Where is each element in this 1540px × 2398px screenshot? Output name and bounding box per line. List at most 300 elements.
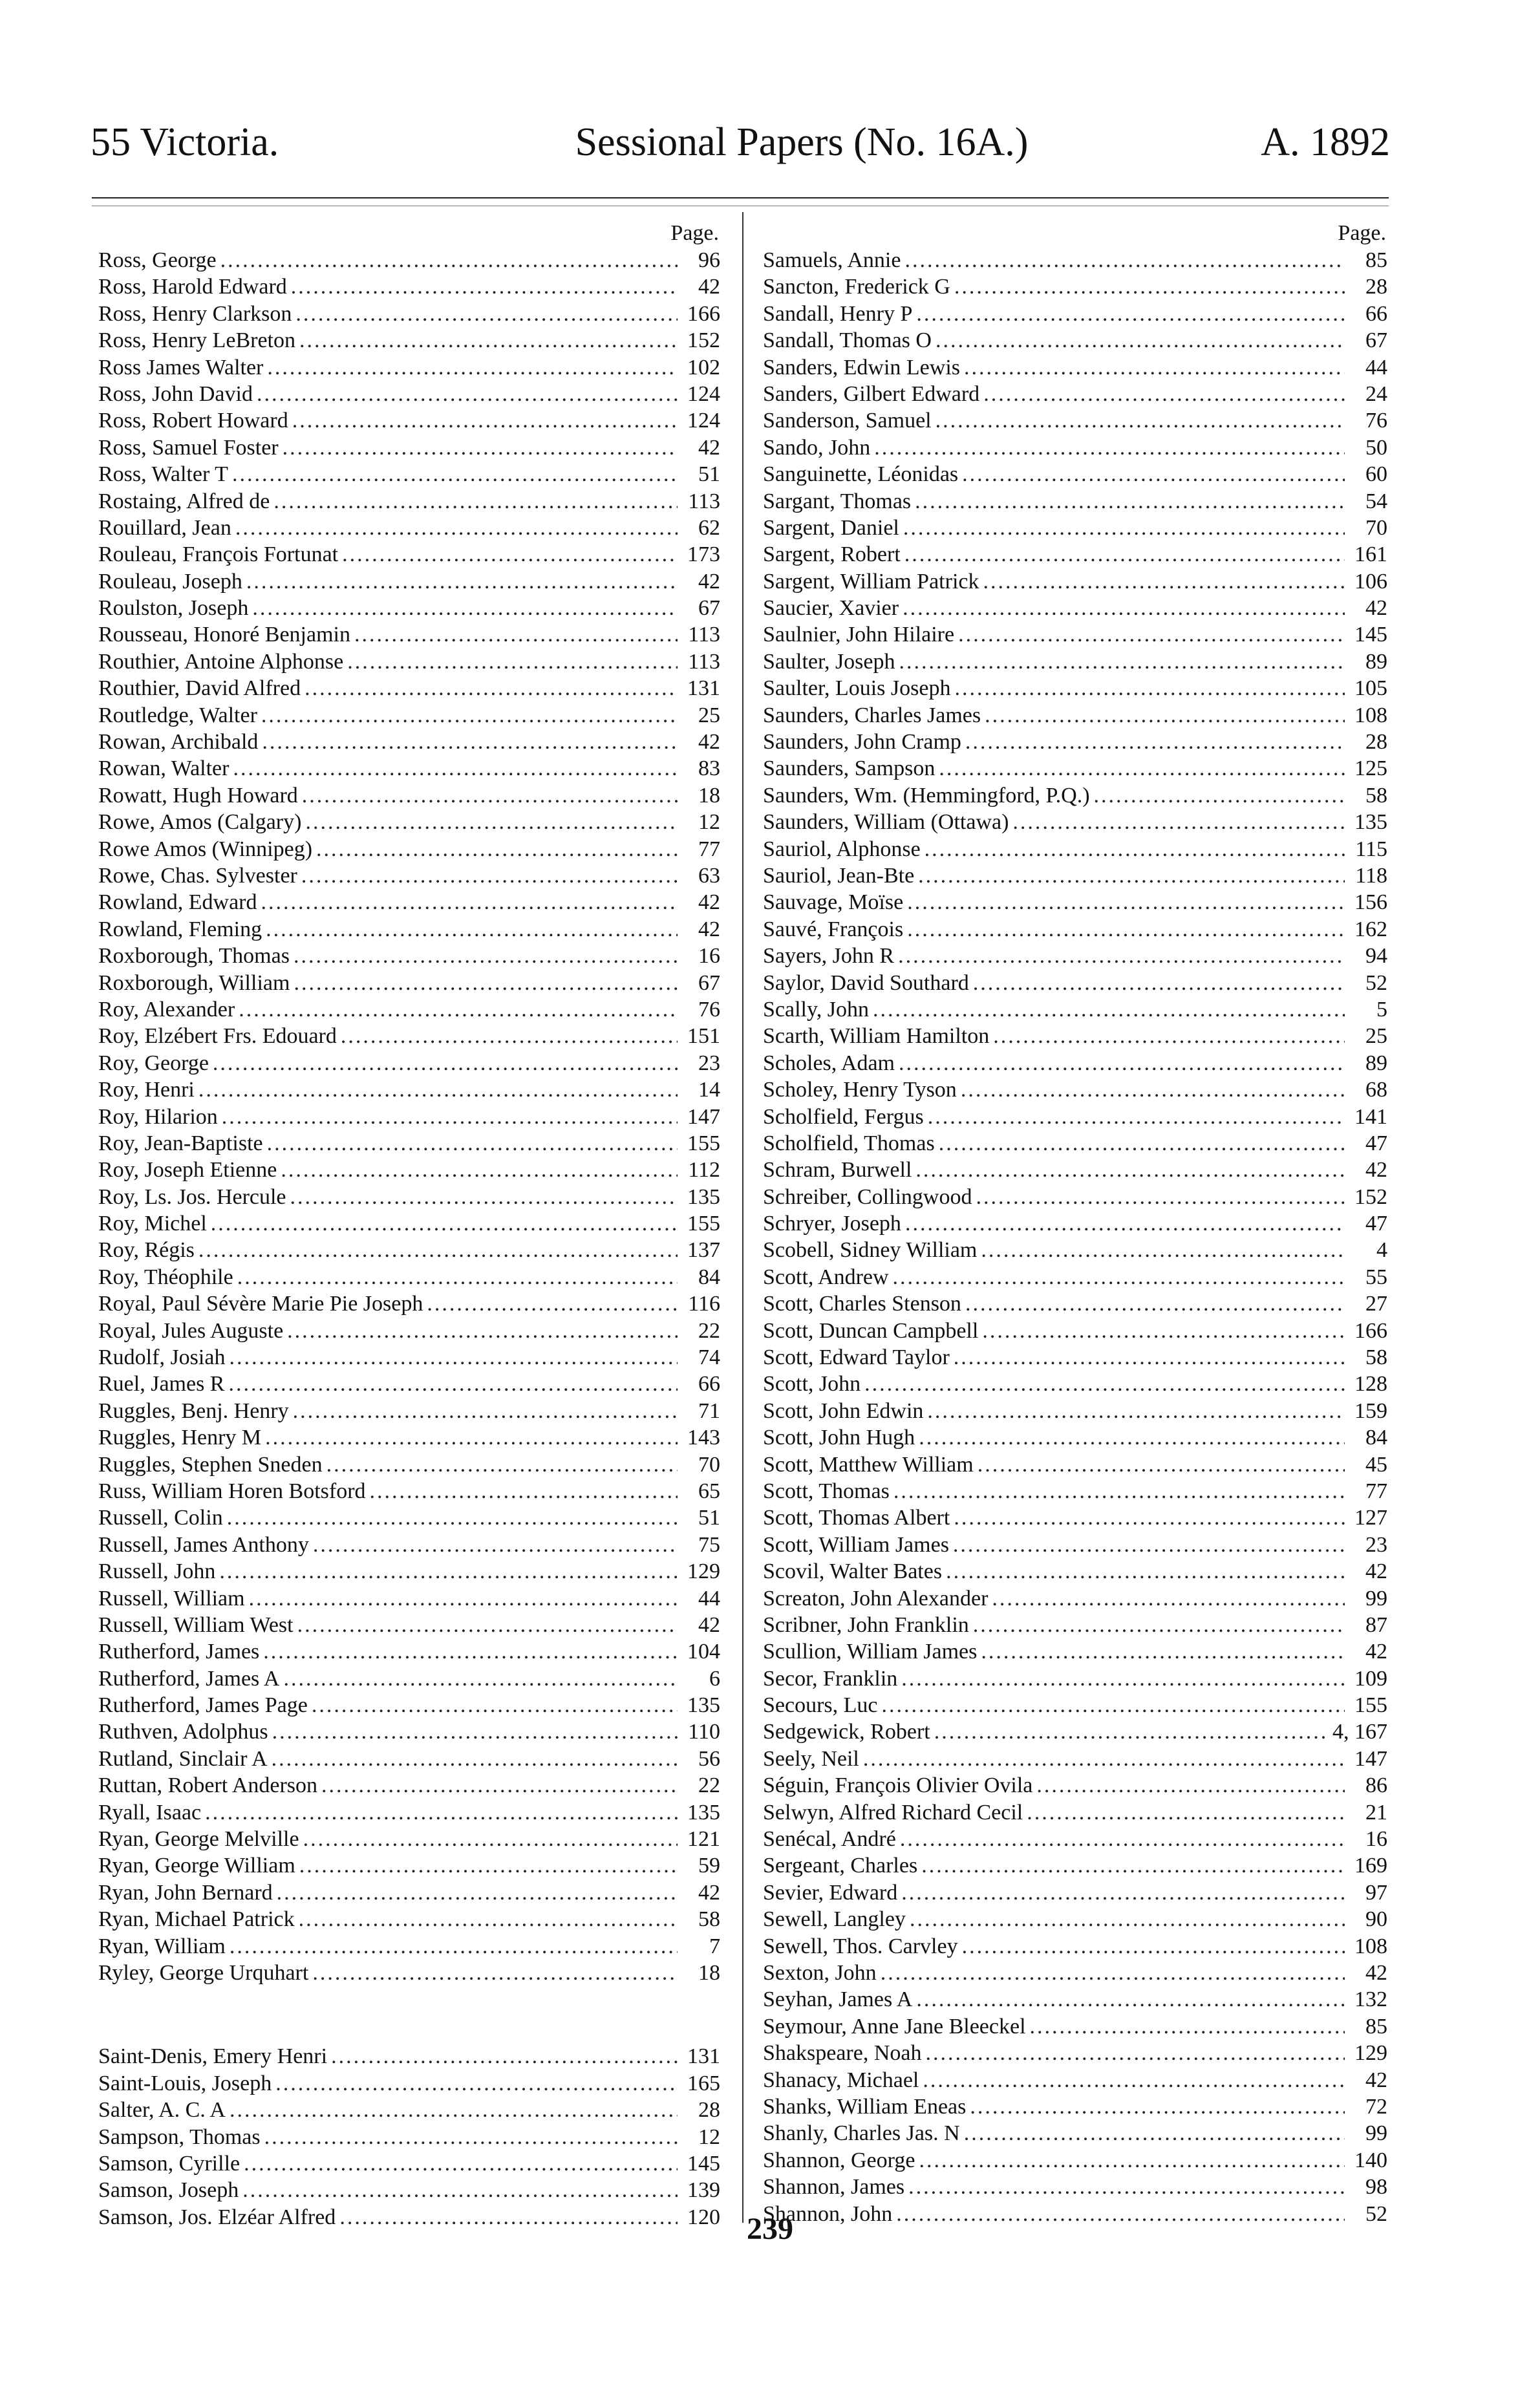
entry-name: Scarth, William Hamilton (763, 1024, 990, 1049)
dot-leader (264, 2124, 678, 2150)
dot-leader (919, 2147, 1345, 2174)
index-entry (763, 1986, 1387, 2013)
entry-page: 52 (1365, 2201, 1387, 2226)
entry-page: 25 (1365, 1024, 1387, 1049)
entry-name: Samson, Joseph (98, 2178, 239, 2203)
entry-page: 70 (698, 1452, 720, 1477)
dot-leader (898, 943, 1345, 969)
dot-leader (257, 381, 678, 407)
dot-leader (983, 568, 1345, 595)
index-entry (763, 2013, 1387, 2040)
entry-name: Roy, Michel (98, 1212, 207, 1236)
dot-leader (915, 1157, 1345, 1183)
entry-name: Sauriol, Alphonse (763, 837, 921, 861)
dot-leader (946, 1558, 1345, 1585)
dot-leader (295, 301, 678, 327)
dot-leader (954, 273, 1345, 300)
entry-page: 135 (687, 1184, 720, 1209)
dot-leader (370, 1478, 678, 1504)
entry-name: Rowland, Edward (98, 890, 257, 915)
entry-page: 42 (1365, 596, 1387, 621)
dot-leader (427, 1290, 678, 1317)
entry-page: 112 (688, 1158, 720, 1183)
index-entry (763, 1879, 1387, 1906)
index-entry (763, 1960, 1387, 1986)
entry-name: Saulnier, John Hilaire (763, 623, 955, 647)
entry-name: Sargent, William Patrick (763, 569, 979, 594)
right-entry-list (763, 247, 1387, 2227)
entry-page: 159 (1354, 1398, 1387, 1423)
dot-leader (198, 1076, 678, 1103)
entry-page: 28 (1365, 275, 1387, 299)
dot-leader (277, 1879, 678, 1906)
dot-leader (261, 702, 678, 729)
index-entry (98, 2150, 720, 2177)
entry-page: 145 (687, 2151, 720, 2176)
dot-leader (965, 729, 1345, 755)
index-entry (98, 1558, 720, 1585)
dot-leader (283, 1665, 678, 1692)
index-entry (763, 568, 1387, 595)
dot-leader (198, 1237, 678, 1263)
index-entry (763, 729, 1387, 755)
entry-page: 62 (698, 515, 720, 540)
index-entry (763, 1558, 1387, 1585)
index-entry (98, 1960, 720, 1986)
entry-name: Seely, Neil (763, 1746, 859, 1771)
index-entry (98, 1290, 720, 1317)
index-entry (98, 2070, 720, 2097)
dot-leader (297, 1612, 678, 1638)
dot-leader (934, 1718, 1329, 1745)
entry-name: Selwyn, Alfred Richard Cecil (763, 1800, 1023, 1825)
entry-name: Royal, Jules Auguste (98, 1318, 284, 1343)
entry-page: 42 (1365, 1158, 1387, 1183)
entry-name: Samuels, Annie (763, 248, 901, 272)
index-entry (763, 1612, 1387, 1638)
entry-page: 28 (698, 2098, 720, 2123)
dot-leader (958, 621, 1345, 648)
entry-page: 74 (698, 1345, 720, 1370)
entry-name: Shanacy, Michael (763, 2068, 919, 2092)
entry-page: 151 (687, 1024, 720, 1049)
entry-name: Rouillard, Jean (98, 515, 231, 540)
dot-leader (965, 1290, 1345, 1317)
entry-name: Samson, Cyrille (98, 2151, 241, 2176)
entry-name: Sancton, Frederick G (763, 275, 950, 299)
entry-name: Scott, Thomas (763, 1479, 890, 1503)
entry-name: Ryan, George William (98, 1854, 295, 1878)
entry-page: 12 (698, 810, 720, 835)
dot-leader (907, 916, 1345, 943)
dot-leader (354, 621, 678, 648)
entry-name: Scholey, Henry Tyson (763, 1078, 957, 1102)
left-column (98, 220, 720, 2231)
entry-name: Ruggles, Stephen Sneden (98, 1452, 323, 1477)
dot-leader (262, 729, 678, 755)
dot-leader (964, 2120, 1345, 2146)
entry-page: 125 (1354, 756, 1387, 781)
entry-name: Ruggles, Benj. Henry (98, 1398, 289, 1423)
entry-page: 21 (1365, 1800, 1387, 1825)
entry-name: Saunders, John Cramp (763, 730, 961, 755)
entry-name: Sauriol, Jean-Bte (763, 863, 915, 888)
index-entry (763, 1451, 1387, 1478)
dot-leader (936, 407, 1345, 434)
entry-page: 96 (698, 248, 720, 272)
entry-name: Scott, Charles Stenson (763, 1292, 961, 1316)
index-entry (763, 1746, 1387, 1772)
index-entry (98, 1210, 720, 1237)
entry-page: 22 (698, 1318, 720, 1343)
index-entry (763, 1852, 1387, 1879)
dot-leader (973, 970, 1345, 996)
entry-name: Rouleau, Joseph (98, 569, 242, 594)
entry-name: Schreiber, Collingwood (763, 1184, 972, 1209)
entry-page: 47 (1365, 1212, 1387, 1236)
dot-leader (331, 2043, 678, 2070)
entry-page: 18 (698, 1961, 720, 1985)
dot-leader (916, 1986, 1345, 2013)
entry-page: 28 (1365, 730, 1387, 755)
entry-name: Sanders, Edwin Lewis (763, 355, 961, 380)
index-entry (98, 407, 720, 434)
index-entry (763, 702, 1387, 729)
entry-page: 124 (687, 409, 720, 433)
left-entry-list-saint (98, 2043, 720, 2231)
entry-page: 42 (698, 569, 720, 594)
entry-page: 152 (1354, 1184, 1387, 1209)
index-entry (98, 515, 720, 541)
index-entry (763, 1104, 1387, 1130)
running-header (91, 110, 1390, 175)
index-entry (763, 1638, 1387, 1665)
entry-page: 22 (698, 1773, 720, 1798)
dot-leader (299, 1906, 678, 1932)
entry-page: 6 (709, 1666, 720, 1691)
dot-leader (899, 648, 1345, 675)
dot-leader (939, 1130, 1345, 1157)
entry-name: Russ, William Horen Botsford (98, 1479, 366, 1503)
entry-page: 27 (1365, 1292, 1387, 1316)
entry-page: 104 (687, 1640, 720, 1664)
entry-page: 147 (687, 1104, 720, 1129)
entry-name: Scott, Andrew (763, 1265, 889, 1289)
entry-name: Roulston, Joseph (98, 596, 249, 621)
entry-page: 87 (1365, 1612, 1387, 1637)
index-entry (763, 809, 1387, 835)
entry-name: Sauvage, Moïse (763, 890, 904, 915)
dot-leader (267, 1130, 678, 1157)
entry-page: 68 (1365, 1078, 1387, 1102)
dot-leader (1036, 1772, 1345, 1799)
entry-page: 58 (698, 1907, 720, 1932)
entry-name: Ross, George (98, 248, 217, 272)
dot-leader (925, 836, 1345, 862)
entry-name: Sanders, Gilbert Edward (763, 381, 980, 406)
index-entry (98, 648, 720, 675)
dot-leader (905, 1210, 1345, 1237)
dot-leader (267, 354, 678, 381)
entry-page: 7 (709, 1934, 720, 1958)
entry-name: Roxborough, William (98, 970, 290, 995)
entry-name: Sandall, Thomas O (763, 328, 932, 353)
index-entry (763, 1184, 1387, 1210)
index-entry (763, 595, 1387, 621)
entry-page: 18 (698, 783, 720, 808)
dot-leader (321, 1772, 678, 1799)
dot-leader (981, 1237, 1345, 1263)
entry-page: 23 (698, 1051, 720, 1075)
entry-name: Ross James Walter (98, 355, 264, 380)
entry-page: 25 (698, 703, 720, 727)
dot-leader (936, 327, 1345, 354)
index-entry (98, 541, 720, 568)
entry-page: 76 (1365, 409, 1387, 433)
entry-page: 42 (698, 275, 720, 299)
dot-leader (874, 434, 1345, 461)
index-entry (763, 461, 1387, 487)
entry-page: 67 (698, 970, 720, 995)
dot-leader (864, 1371, 1345, 1397)
index-entry (98, 1130, 720, 1157)
entry-name: Saulter, Joseph (763, 649, 895, 674)
entry-name: Ryan, Michael Patrick (98, 1907, 295, 1932)
index-entry (98, 273, 720, 300)
entry-name: Scholfield, Fergus (763, 1104, 924, 1129)
entry-name: Roy, Ls. Jos. Hercule (98, 1184, 286, 1209)
entry-name: Seymour, Anne Jane Bleeckel (763, 2014, 1026, 2039)
index-entry (98, 1344, 720, 1371)
header-volume: 55 Victoria. (91, 120, 279, 164)
index-entry (98, 1478, 720, 1504)
index-entry (98, 1424, 720, 1451)
entry-page: 44 (698, 1586, 720, 1611)
index-entry (763, 381, 1387, 407)
entry-name: Shanks, William Eneas (763, 2094, 967, 2119)
entry-name: Roxborough, Thomas (98, 944, 290, 969)
dot-leader (976, 1184, 1345, 1210)
index-entry (98, 916, 720, 943)
entry-page: 113 (688, 489, 720, 513)
entry-page: 165 (687, 2071, 720, 2095)
entry-page: 4 (1376, 1238, 1387, 1263)
entry-page: 66 (698, 1372, 720, 1397)
entry-name: Shannon, John (763, 2201, 893, 2226)
entry-name: Ryan, William (98, 1934, 226, 1958)
entry-name: Roy, Joseph Etienne (98, 1158, 277, 1183)
entry-name: Ross, Harold Edward (98, 275, 287, 299)
index-entry (98, 1906, 720, 1932)
entry-page: 65 (698, 1479, 720, 1503)
index-entry (98, 2097, 720, 2123)
dot-leader (901, 1665, 1345, 1692)
index-entry (763, 2040, 1387, 2066)
index-entry (763, 1264, 1387, 1290)
index-entry (98, 1451, 720, 1478)
dot-leader (265, 1424, 678, 1451)
entry-name: Scovil, Walter Bates (763, 1559, 943, 1584)
dot-leader (293, 1398, 678, 1424)
dot-leader (973, 1612, 1345, 1638)
dot-leader (299, 1852, 678, 1879)
dot-leader (235, 515, 678, 541)
dot-leader (904, 247, 1345, 273)
index-entry (763, 1665, 1387, 1692)
entry-name: Scott, Matthew William (763, 1452, 974, 1477)
dot-leader (882, 1692, 1345, 1718)
entry-name: Scott, John Hugh (763, 1426, 915, 1450)
entry-name: Scobell, Sidney William (763, 1238, 978, 1263)
entry-name: Rowe, Chas. Sylvester (98, 863, 297, 888)
index-entry (763, 2067, 1387, 2093)
entry-name: Scott, Duncan Campbell (763, 1318, 979, 1343)
index-entry (763, 2174, 1387, 2200)
entry-page: 137 (687, 1238, 720, 1263)
index-entry (763, 273, 1387, 300)
entry-name: Ryan, John Bernard (98, 1880, 273, 1905)
index-entry (98, 1879, 720, 1906)
dot-leader (261, 889, 678, 915)
dot-leader (919, 1424, 1345, 1451)
entry-name: Rowatt, Hugh Howard (98, 783, 298, 808)
entry-page: 124 (687, 381, 720, 406)
entry-name: Ruthven, Adolphus (98, 1720, 268, 1744)
dot-leader (964, 354, 1345, 381)
dot-leader (910, 1906, 1345, 1932)
entry-page: 23 (1365, 1532, 1387, 1557)
index-entry (98, 1933, 720, 1960)
index-entry (763, 889, 1387, 915)
entry-page: 16 (698, 944, 720, 969)
entry-page: 108 (1354, 1934, 1387, 1958)
index-entry (98, 327, 720, 354)
entry-page: 58 (1365, 1345, 1387, 1370)
index-entry (98, 836, 720, 862)
index-entry (763, 515, 1387, 541)
dot-leader (290, 1184, 678, 1210)
entry-name: Shannon, James (763, 2175, 905, 2200)
index-entry (763, 2147, 1387, 2174)
dot-leader (220, 247, 678, 273)
dot-leader (312, 1960, 678, 1986)
entry-name: Roy, Hilarion (98, 1104, 218, 1129)
index-entry (98, 1050, 720, 1076)
entry-name: Rutherford, James A (98, 1666, 280, 1691)
entry-page: 143 (687, 1426, 720, 1450)
entry-name: Rowe, Amos (Calgary) (98, 810, 302, 835)
entry-name: Senécal, André (763, 1827, 896, 1852)
index-entry (98, 1157, 720, 1183)
entry-page: 152 (687, 328, 720, 353)
index-entry (98, 702, 720, 729)
entry-page: 77 (1365, 1479, 1387, 1503)
column-divider (742, 212, 743, 2223)
entry-page: 131 (687, 2044, 720, 2069)
index-entry (98, 1184, 720, 1210)
dot-leader (899, 1050, 1345, 1076)
entry-name: Rutherford, James Page (98, 1693, 308, 1718)
entry-page: 109 (1354, 1666, 1387, 1691)
dot-leader (347, 648, 678, 675)
entry-page: 84 (1365, 1426, 1387, 1450)
index-entry (98, 2177, 720, 2203)
index-entry (98, 996, 720, 1023)
entry-page: 155 (1354, 1693, 1387, 1718)
entry-name: Salter, A. C. A (98, 2098, 226, 2123)
index-entry (763, 1478, 1387, 1504)
entry-name: Sexton, John (763, 1961, 877, 1985)
entry-page: 141 (1354, 1104, 1387, 1129)
index-entry (98, 488, 720, 515)
entry-name: Routledge, Walter (98, 703, 257, 727)
dot-leader (312, 1692, 678, 1718)
entry-page: 51 (698, 1506, 720, 1530)
index-entry (98, 889, 720, 915)
entry-page: 75 (698, 1532, 720, 1557)
dot-leader (294, 970, 678, 996)
index-entry (98, 381, 720, 407)
index-entry (763, 836, 1387, 862)
dot-leader (287, 1318, 678, 1344)
entry-page: 12 (698, 2125, 720, 2149)
index-entry (98, 1585, 720, 1612)
entry-name: Sewell, Thos. Carvley (763, 1934, 958, 1958)
entry-page: 52 (1365, 970, 1387, 995)
index-entry (763, 1237, 1387, 1263)
entry-page: 55 (1365, 1265, 1387, 1289)
index-entry (98, 434, 720, 461)
dot-leader (881, 1960, 1345, 1986)
index-entry (763, 541, 1387, 568)
entry-name: Rowan, Archibald (98, 730, 259, 755)
entry-name: Sargent, Daniel (763, 515, 899, 540)
dot-leader (237, 1264, 678, 1290)
index-entry (763, 354, 1387, 381)
right-page-label: Page. (1338, 221, 1386, 245)
entry-page: 58 (1365, 783, 1387, 808)
dot-leader (863, 1746, 1345, 1772)
entry-page: 77 (698, 837, 720, 861)
dot-leader (954, 675, 1345, 701)
entry-name: Sampson, Thomas (98, 2125, 261, 2149)
dot-leader (962, 1933, 1345, 1960)
entry-page: 47 (1365, 1131, 1387, 1155)
dot-leader (242, 2177, 678, 2203)
index-entry (763, 1130, 1387, 1157)
index-entry (763, 1076, 1387, 1103)
dot-leader (302, 782, 678, 809)
entry-name: Roy, Elzébert Frs. Edouard (98, 1024, 337, 1049)
entry-name: Scholfield, Thomas (763, 1131, 935, 1155)
entry-page: 155 (687, 1212, 720, 1236)
entry-page: 59 (698, 1854, 720, 1878)
entry-page: 135 (687, 1693, 720, 1718)
entry-page: 99 (1365, 2121, 1387, 2146)
entry-name: Roy, Henri (98, 1078, 195, 1102)
entry-page: 131 (687, 676, 720, 701)
entry-name: Sergeant, Charles (763, 1854, 918, 1878)
index-entry (763, 1023, 1387, 1049)
index-entry (98, 2043, 720, 2070)
entry-page: 85 (1365, 248, 1387, 272)
entry-name: Secor, Franklin (763, 1666, 898, 1691)
entry-page: 166 (687, 301, 720, 326)
index-entry (763, 996, 1387, 1023)
entry-name: Rowan, Walter (98, 756, 230, 781)
index-entry (763, 247, 1387, 273)
dot-leader (305, 675, 678, 701)
